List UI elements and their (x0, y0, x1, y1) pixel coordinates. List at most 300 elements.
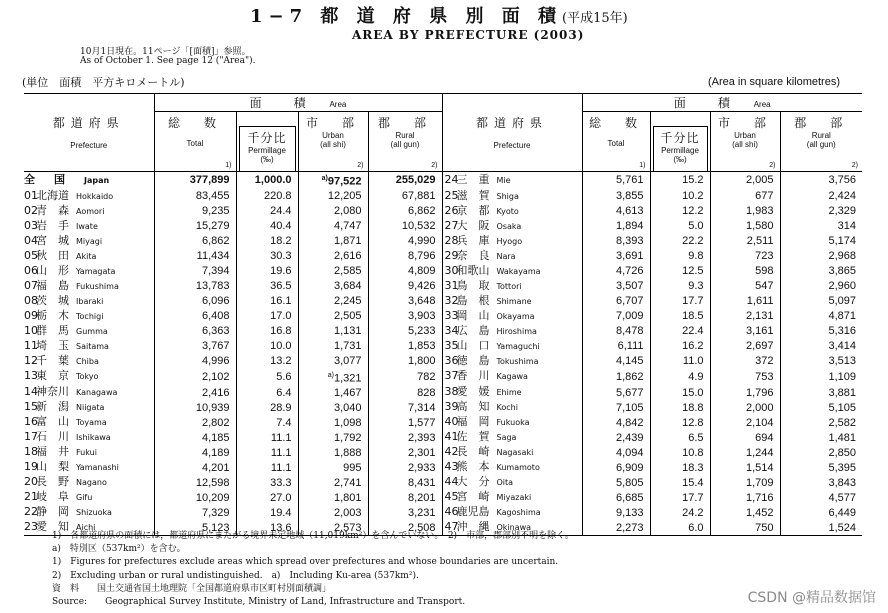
prefecture-name-jp: 栃 木 (36, 308, 69, 322)
prefecture-code: 06 (24, 263, 38, 277)
prefecture-cell (442, 385, 582, 400)
area-table (24, 93, 862, 536)
urban-cell-value: 372 (755, 355, 774, 368)
header-permillage-left: 千分比 Permillage (‰) (236, 112, 298, 172)
prefecture-code: 30 (444, 263, 459, 277)
header-prefecture-left: 都道府県 Prefecture (24, 94, 154, 172)
urban-cell-value: 4,747 (333, 220, 362, 233)
prefecture-name-en: Gifu (76, 493, 93, 503)
unit-label-jp: (単位 面積 平方キロメートル) (22, 76, 185, 89)
urban-cell-value: 547 (755, 280, 774, 293)
rural-cell-value: 255,029 (395, 174, 436, 187)
prefecture-name-en: Kyoto (496, 206, 519, 216)
permillage-cell-value: 33.3 (270, 476, 292, 489)
rural-cell (780, 385, 862, 400)
urban-cell-value: 3,684 (333, 280, 362, 293)
total-cell-value: 377,899 (189, 174, 230, 187)
table-row (24, 279, 862, 294)
prefecture-cell (442, 505, 582, 520)
permillage-cell (236, 475, 298, 490)
total-cell-value: 11,434 (196, 250, 230, 263)
rural-cell (780, 490, 862, 505)
permillage-cell-value: 11.1 (270, 461, 292, 474)
rural-cell (368, 279, 442, 294)
rural-cell-value: 5,105 (828, 401, 856, 414)
footnotes (52, 530, 574, 609)
permillage-cell (650, 264, 710, 279)
rural-cell (780, 520, 862, 536)
rural-cell (368, 369, 442, 386)
permillage-cell-value: 5.6 (276, 370, 292, 383)
header-total-right: 総 数 Total 1) (582, 112, 650, 172)
rural-cell (368, 264, 442, 279)
rural-cell (780, 309, 862, 324)
prefecture-name-en: Hiroshima (496, 326, 537, 336)
urban-cell (298, 339, 368, 354)
table-row (24, 309, 862, 324)
permillage-cell-value: 19.6 (270, 265, 292, 278)
prefecture-name-jp: 福 島 (36, 278, 69, 292)
permillage-cell-value: 10.2 (682, 190, 704, 203)
permillage-cell-value: 9.3 (688, 280, 704, 293)
prefecture-name-jp: 島 根 (456, 293, 490, 307)
prefecture-name-en: Fukuoka (496, 418, 530, 428)
urban-cell-value: 2,573 (333, 521, 362, 534)
urban-cell (298, 490, 368, 505)
rural-cell-value: 2,393 (407, 431, 436, 444)
permillage-cell-value: 18.3 (682, 461, 704, 474)
rural-cell (780, 219, 862, 234)
permillage-cell (650, 172, 710, 189)
rural-cell-value: 1,109 (828, 370, 856, 383)
prefecture-name-jp: 京 都 (456, 203, 490, 217)
rural-cell-value: 2,301 (407, 446, 436, 459)
footnote-2-en: 2) Excluding urban or rural undistinguished. a) Including Ku-area (537km²). (52, 570, 419, 581)
urban-cell-value: 694 (755, 431, 774, 444)
prefecture-code: 44 (444, 475, 459, 489)
prefecture-code: 46 (444, 505, 459, 519)
urban-cell-value: 1,709 (745, 476, 774, 489)
rural-cell (368, 204, 442, 219)
prefecture-code: 24 (444, 172, 459, 186)
rural-cell (368, 505, 442, 520)
urban-cell (298, 172, 368, 189)
permillage-cell (650, 204, 710, 219)
rural-cell (780, 324, 862, 339)
urban-cell (298, 475, 368, 490)
permillage-cell (650, 505, 710, 520)
urban-cell (710, 400, 780, 415)
urban-cell-value: 1,452 (745, 506, 774, 519)
permillage-cell-value: 40.4 (270, 220, 292, 233)
prefecture-cell (442, 189, 582, 204)
prefecture-name-jp: 愛 知 (36, 520, 69, 534)
total-cell (154, 324, 236, 339)
rural-cell (368, 385, 442, 400)
permillage-cell (650, 279, 710, 294)
total-cell (154, 189, 236, 204)
permillage-cell (236, 279, 298, 294)
rural-cell-value: 2,933 (407, 461, 436, 474)
prefecture-cell (442, 460, 582, 475)
rural-cell-value: 5,395 (828, 461, 856, 474)
rural-cell (780, 430, 862, 445)
prefecture-cell (442, 204, 582, 219)
total-cell-value: 3,691 (615, 250, 644, 263)
permillage-cell-value: 18.2 (270, 235, 292, 248)
prefecture-code: 23 (24, 520, 38, 534)
urban-cell-value: 1,983 (745, 205, 774, 218)
permillage-cell (650, 445, 710, 460)
permillage-cell (650, 324, 710, 339)
permillage-cell-value: 12.5 (682, 265, 704, 278)
urban-cell (710, 460, 780, 475)
total-cell-value: 5,805 (615, 476, 644, 489)
prefecture-code: 14 (24, 385, 38, 399)
prefecture-name-en: Ehime (496, 388, 522, 398)
prefecture-code: 11 (24, 338, 38, 352)
table-row (24, 294, 862, 309)
prefecture-cell (442, 490, 582, 505)
footnote-1-jp: 1) 各都道府県の面積には，都道府県にまたがる境界未定地域（11,019km²）を含んでいない。 2) 市部，郡部別不明を除く。 (52, 531, 574, 541)
urban-cell-value: 750 (755, 521, 774, 534)
prefecture-name-en: Kochi (496, 403, 518, 413)
prefecture-name-en: Oita (496, 478, 514, 488)
prefecture-name-en: Shimane (496, 296, 532, 306)
prefecture-name-en: Akita (76, 251, 97, 261)
prefecture-code: 33 (444, 308, 459, 322)
rural-cell-value: 1,800 (407, 355, 436, 368)
urban-cell (298, 385, 368, 400)
rural-cell-value: 6,862 (407, 205, 436, 218)
total-cell (154, 279, 236, 294)
rural-cell (368, 172, 442, 189)
permillage-cell (236, 249, 298, 264)
rural-cell-value: 9,426 (407, 280, 436, 293)
prefecture-cell (24, 249, 154, 264)
prefecture-name-jp: 広 島 (456, 323, 490, 337)
prefecture-name-en: Kanagawa (76, 388, 118, 398)
urban-cell-value: 1,611 (746, 295, 774, 308)
header-rural-left: 郡 部 Rural (all gun) 2) (368, 112, 442, 172)
permillage-cell-value: 15.4 (682, 476, 704, 489)
total-cell (582, 415, 650, 430)
urban-cell-value: 2,104 (745, 416, 774, 429)
urban-cell-value: 2,080 (333, 205, 362, 218)
urban-cell-value: 1,731 (333, 340, 362, 353)
prefecture-code: 20 (24, 475, 38, 489)
total-cell-value: 3,855 (615, 190, 644, 203)
prefecture-name-en: Tokyo (76, 372, 99, 382)
total-cell-value: 4,613 (615, 205, 644, 218)
prefecture-name-jp: 大 阪 (456, 218, 490, 232)
prefecture-name-en: Okayama (496, 311, 535, 321)
total-cell-value: 4,145 (615, 355, 644, 368)
permillage-cell (650, 354, 710, 369)
permillage-cell (236, 445, 298, 460)
total-cell (582, 430, 650, 445)
prefecture-code: 19 (24, 460, 38, 474)
total-cell-value: 5,761 (615, 174, 644, 187)
rural-cell-value: 2,508 (407, 521, 436, 534)
rural-cell-value: 3,414 (828, 340, 856, 353)
prefecture-code: 08 (24, 293, 38, 307)
urban-cell (710, 219, 780, 234)
total-cell (582, 490, 650, 505)
prefecture-cell (24, 369, 154, 386)
total-cell (154, 309, 236, 324)
rural-cell-value: 2,329 (828, 205, 856, 218)
prefecture-code: 15 (24, 400, 38, 414)
urban-cell-value: 2,616 (333, 250, 362, 263)
permillage-cell-value: 18.8 (682, 401, 704, 414)
urban-cell (710, 294, 780, 309)
prefecture-cell (24, 189, 154, 204)
prefecture-name-en: Fukui (76, 448, 97, 458)
prefecture-name-en: Tochigi (76, 311, 104, 321)
prefecture-code: 41 (444, 430, 459, 444)
prefecture-name-jp: 石 川 (36, 430, 69, 444)
prefecture-cell (24, 354, 154, 369)
total-cell-value: 4,189 (201, 446, 230, 459)
total-cell-value: 5,123 (201, 521, 230, 534)
total-cell-value: 7,105 (615, 401, 644, 414)
header-total-left: 総 数 Total 1) (154, 112, 236, 172)
prefecture-name-jp: 鳥 取 (456, 278, 490, 292)
prefecture-code: 17 (24, 430, 38, 444)
permillage-cell-value: 13.2 (270, 355, 292, 368)
urban-cell (710, 309, 780, 324)
rural-cell-value: 3,756 (828, 174, 856, 187)
urban-cell (298, 369, 368, 386)
prefecture-name-jp: 富 山 (36, 415, 69, 429)
urban-cell-value: 1,467 (333, 386, 362, 399)
permillage-cell (650, 430, 710, 445)
rural-cell-value: 2,850 (828, 446, 856, 459)
urban-cell-value: 1,098 (333, 416, 362, 429)
urban-cell (298, 234, 368, 249)
urban-cell (710, 279, 780, 294)
prefecture-name-en: Aichi (76, 523, 96, 533)
rural-cell (368, 234, 442, 249)
urban-cell (298, 249, 368, 264)
total-cell-value: 4,201 (201, 461, 230, 474)
prefecture-code: 31 (444, 278, 459, 292)
prefecture-name-en: Nagano (76, 478, 107, 488)
prefecture-code: 13 (24, 369, 38, 383)
rural-cell (368, 354, 442, 369)
prefecture-name-jp: 大 分 (456, 475, 490, 489)
urban-cell (710, 369, 780, 386)
prefecture-name-jp: 静 岡 (36, 505, 69, 519)
urban-cell-value: 598 (755, 265, 774, 278)
prefecture-cell (442, 324, 582, 339)
prefecture-name-jp: 長 崎 (456, 445, 490, 459)
total-cell (154, 234, 236, 249)
prefecture-name-jp: 宮 崎 (456, 490, 490, 504)
permillage-cell-value: 11.1 (270, 431, 292, 444)
total-cell-value: 10,939 (195, 401, 230, 414)
urban-cell-value: 2,505 (333, 310, 362, 323)
rural-cell-value: 828 (417, 386, 436, 399)
permillage-cell-value: 7.4 (276, 416, 292, 429)
rural-cell-value: 8,796 (407, 250, 436, 263)
prefecture-code: 35 (444, 338, 459, 352)
permillage-cell-value: 5.0 (688, 220, 704, 233)
prefecture-code: 22 (24, 505, 38, 519)
permillage-cell (650, 400, 710, 415)
prefecture-name-en: Ibaraki (76, 296, 104, 306)
total-cell (582, 279, 650, 294)
urban-cell-value: 1,792 (333, 431, 362, 444)
prefecture-name-jp: 東 京 (36, 369, 69, 383)
urban-cell-value: 995 (343, 461, 362, 474)
permillage-cell-value: 11.1 (270, 446, 292, 459)
prefecture-cell (24, 264, 154, 279)
urban-cell (710, 490, 780, 505)
rural-cell (368, 475, 442, 490)
urban-cell (710, 354, 780, 369)
total-cell (154, 490, 236, 505)
source-jp: 資 料 国土交通省国土地理院「全国都道府県市区町村別面積調」 (52, 583, 332, 594)
prefecture-cell (442, 445, 582, 460)
permillage-cell-value: 19.4 (270, 506, 292, 519)
header-area-right: 面 積 Area (582, 94, 862, 112)
rural-cell (368, 339, 442, 354)
urban-cell-value: 1,716 (745, 491, 774, 504)
total-cell (154, 339, 236, 354)
prefecture-code: 43 (444, 460, 459, 474)
prefecture-name-en: Mie (496, 175, 511, 185)
total-cell (582, 445, 650, 460)
urban-cell (710, 520, 780, 536)
prefecture-code: 04 (24, 233, 38, 247)
total-cell-value: 8,478 (615, 325, 644, 338)
permillage-cell-value: 15.2 (682, 174, 704, 187)
prefecture-name-jp: 山 梨 (36, 460, 69, 474)
prefecture-cell (442, 430, 582, 445)
urban-cell (298, 189, 368, 204)
rural-cell (780, 475, 862, 490)
total-cell (154, 385, 236, 400)
rural-cell-value: 3,903 (407, 310, 436, 323)
prefecture-name-jp: 山 形 (36, 263, 69, 277)
total-cell (154, 369, 236, 386)
urban-cell (710, 324, 780, 339)
prefecture-cell (442, 339, 582, 354)
rural-cell-value: 3,648 (407, 295, 436, 308)
prefecture-cell (24, 309, 154, 324)
title-english: AREA BY PREFECTURE (2003) (352, 28, 585, 42)
prefecture-code: 07 (24, 278, 38, 292)
unit-label-en: (Area in square kilometres) (707, 76, 840, 88)
prefecture-name-jp: 岡 山 (456, 308, 490, 322)
permillage-cell (236, 189, 298, 204)
rural-cell-value: 1,577 (407, 416, 436, 429)
total-cell (154, 505, 236, 520)
permillage-cell-value: 24.4 (270, 205, 292, 218)
prefecture-cell (442, 219, 582, 234)
prefecture-name-jp: 青 森 (36, 203, 69, 217)
prefecture-code: 39 (444, 400, 459, 414)
total-cell (582, 189, 650, 204)
prefecture-name-en: Toyama (76, 418, 107, 428)
table-row (24, 400, 862, 415)
prefecture-cell (442, 172, 582, 189)
rural-cell-value: 2,968 (828, 250, 856, 263)
prefecture-name-en: Osaka (496, 221, 522, 231)
prefecture-name-en: Nagasaki (496, 448, 534, 458)
permillage-cell-value: 16.2 (682, 340, 704, 353)
prefecture-cell (24, 339, 154, 354)
rural-cell (780, 445, 862, 460)
permillage-cell (650, 294, 710, 309)
permillage-cell-value: 11.0 (682, 355, 704, 368)
permillage-cell (236, 294, 298, 309)
prefecture-name-en: Japan (84, 175, 110, 185)
prefecture-code: 09 (24, 308, 38, 322)
prefecture-name-en: Iwate (76, 221, 98, 231)
permillage-cell (650, 385, 710, 400)
permillage-cell (236, 172, 298, 189)
urban-cell (710, 172, 780, 189)
prefecture-name-en: Shizuoka (76, 508, 112, 518)
permillage-cell (236, 339, 298, 354)
prefecture-name-en: Nara (496, 251, 516, 261)
rural-cell-value: 10,532 (401, 220, 436, 233)
total-cell (582, 204, 650, 219)
urban-cell-value: 1,888 (333, 446, 362, 459)
prefecture-code: 05 (24, 248, 38, 262)
total-cell (582, 264, 650, 279)
permillage-cell (650, 475, 710, 490)
rural-cell (368, 430, 442, 445)
permillage-cell-value: 12.8 (682, 416, 704, 429)
prefecture-cell (24, 172, 154, 189)
urban-cell-value: 723 (755, 250, 774, 263)
prefecture-code: 38 (444, 385, 459, 399)
prefecture-cell (24, 490, 154, 505)
urban-cell (710, 204, 780, 219)
total-cell (582, 475, 650, 490)
prefecture-code: 03 (24, 218, 38, 232)
total-cell-value: 6,096 (201, 295, 230, 308)
prefecture-name-jp: 沖 縄 (456, 520, 490, 534)
rural-cell-value: 8,431 (407, 476, 436, 489)
permillage-cell (650, 309, 710, 324)
total-cell-value: 2,439 (615, 431, 644, 444)
rural-cell (780, 460, 862, 475)
rural-cell (368, 460, 442, 475)
total-cell-value: 8,393 (615, 235, 644, 248)
total-cell (154, 249, 236, 264)
prefecture-code: 10 (24, 323, 38, 337)
permillage-cell-value: 16.1 (270, 295, 292, 308)
prefecture-cell (442, 234, 582, 249)
urban-cell (298, 219, 368, 234)
table-row (24, 369, 862, 386)
total-cell (582, 294, 650, 309)
urban-cell (710, 339, 780, 354)
rural-cell (780, 294, 862, 309)
rural-cell-value: 314 (837, 220, 856, 233)
rural-cell (780, 279, 862, 294)
total-cell-value: 83,455 (195, 190, 230, 203)
prefecture-code: 36 (444, 353, 459, 367)
prefecture-name-en: Chiba (76, 356, 99, 366)
rural-cell-value: 1,853 (407, 340, 436, 353)
permillage-cell-value: 22.4 (682, 325, 704, 338)
